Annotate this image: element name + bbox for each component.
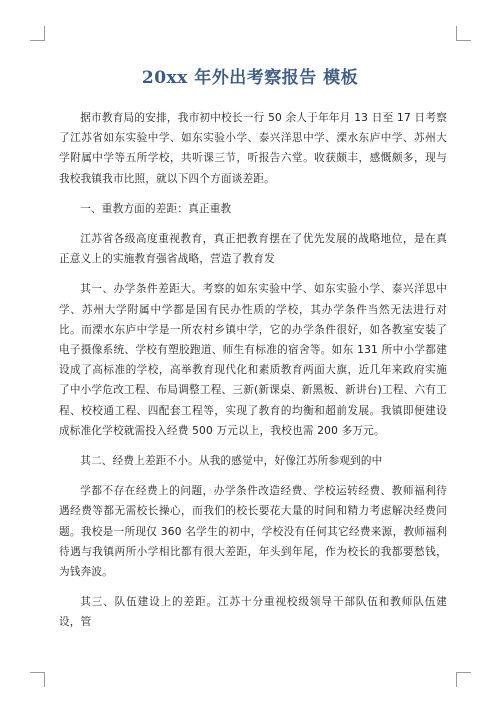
crop-mark-top-right [456, 26, 471, 41]
paragraph: 其一、办学条件差距大。考察的如东实验中学、如东实验小学、泰兴洋思中学、苏州大学附属中学都是国有民办性质的学校，其办学条件当然无法进行对比。而溧水东庐中学是一所农村乡镇中学，它的办学条件很好，如各教室安装了电子摄像系统、学校有塑胶跑道、师生有标准的宿舍等。如东 131 所中小学都建设成了高标准的学校，高举教育现代化和素质教育两面大旗，近几年来政府实施了中小学危改工程、布局调整工程、三新(新课桌、新黑板、新讲台)工程、六有工程、校校通工程、四配套工程等，实现了教育的均衡和超前发展。我镇即便建设成标准化学校就需投入经费 500 万元以上，我校也需 200 多万元。 [59, 283, 447, 437]
document-title: 20xx 年外出考察报告 模板 [141, 68, 359, 88]
paragraph: 其三、队伍建设上的差距。江苏十分重视校级领导干部队伍和教师队伍建设，管 [59, 596, 447, 629]
document-body [59, 108, 447, 643]
section-heading: 一、重教方面的差距：真正重教 [80, 202, 232, 215]
paragraph: 江苏省各级高度重视教育，真正把教育摆在了优先发展的战略地位，是在真正意义上的实施教育强省战略，营造了教育发 [59, 233, 447, 266]
crop-mark-top-left [30, 26, 45, 41]
crop-mark-bottom-left [30, 672, 45, 687]
paragraph: 其二、经费上差距不小。从我的感觉中，好像江苏所参观到的中 [80, 455, 383, 468]
paragraph-intro: 据市教育局的安排，我市初中校长一行 50 余人于年年月 13 日至 17 日考察了江苏省如东实验中学、如东实验小学、泰兴洋思中学、溧水东庐中学、苏州大学附属中学等五所学校，共听课三节，听报告六堂。收获颇丰，感慨颇多，现与我校我镇我市比照，就以下四个方面谈差距。 [59, 112, 447, 185]
paragraph: 学都不存在经费上的问题，办学条件改造经费、学校运转经费、教师福利待遇经费等都无需校长操心，而我们的校长要花大量的时间和精力考虑解决经费问题。我校是一所现仅 360 名学生的初中，学校没有任何其它经费来源，教师福利待遇与我镇两所小学相比都有很大差距，年头到年尾，作为校长的我都要愁钱，为钱奔波。 [59, 485, 447, 579]
crop-mark-bottom-right [456, 672, 471, 687]
